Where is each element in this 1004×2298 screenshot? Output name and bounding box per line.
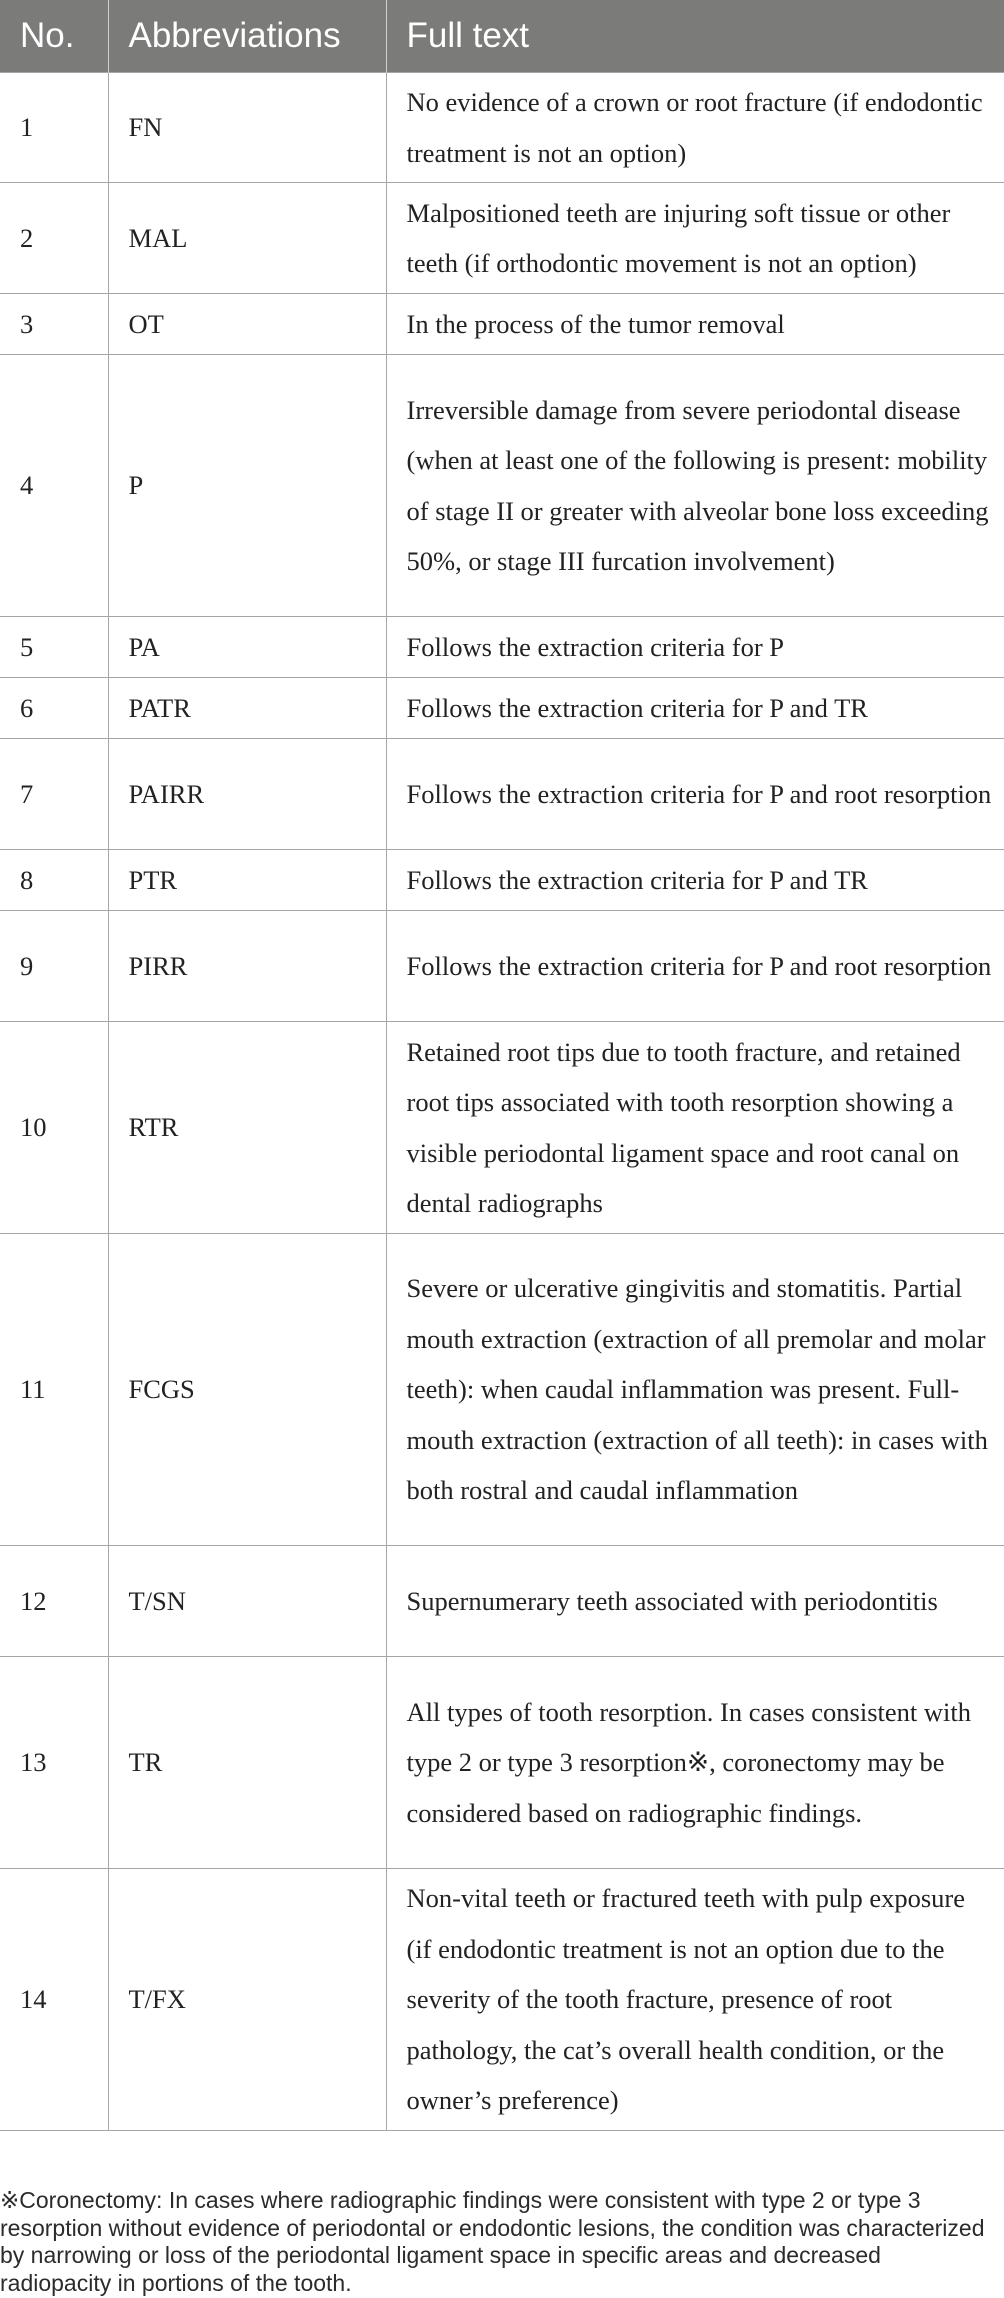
- table-row: [0, 1869, 1004, 2131]
- row-full-text: Follows the extraction criteria for P and TR: [386, 678, 1004, 739]
- row-number: 1: [0, 73, 108, 183]
- table-row: [0, 1657, 1004, 1869]
- row-number: 9: [0, 911, 108, 1022]
- table-row: [0, 617, 1004, 678]
- table-row: [0, 850, 1004, 911]
- table-row: [0, 1234, 1004, 1546]
- row-number: 2: [0, 183, 108, 294]
- table-footnote: ※Coronectomy: In cases where radiographic findings were consistent with type 2 or type 3 resorption without evidence of periodontal or endodontic lesions, the condition was characterized by narrowing or loss of the periodontal ligament space in specific areas and decreased radiopacity in portions of the tooth.: [0, 2187, 985, 2297]
- row-abbreviation: T/FX: [108, 1869, 386, 2131]
- row-abbreviation: RTR: [108, 1022, 386, 1234]
- table-row: [0, 911, 1004, 1022]
- row-number: 5: [0, 617, 108, 678]
- row-number: 8: [0, 850, 108, 911]
- row-number: 3: [0, 294, 108, 355]
- row-full-text: Malpositioned teeth are injuring soft tissue or other teeth (if orthodontic movement is not an option): [386, 183, 1004, 294]
- row-full-text: Follows the extraction criteria for P: [386, 617, 1004, 678]
- row-number: 12: [0, 1546, 108, 1657]
- row-full-text: Irreversible damage from severe periodontal disease (when at least one of the following is present: mobility of stage II or greater with alveolar bone loss exceeding 50%, or stage III furcation involvement): [386, 355, 1004, 617]
- row-abbreviation: T/SN: [108, 1546, 386, 1657]
- row-abbreviation: OT: [108, 294, 386, 355]
- table-row: [0, 73, 1004, 183]
- table-row: [0, 1546, 1004, 1657]
- row-number: 7: [0, 739, 108, 850]
- row-abbreviation: PA: [108, 617, 386, 678]
- row-number: 14: [0, 1869, 108, 2131]
- row-abbreviation: PIRR: [108, 911, 386, 1022]
- table-header-row: [0, 0, 1004, 73]
- row-full-text: In the process of the tumor removal: [386, 294, 1004, 355]
- row-abbreviation: PATR: [108, 678, 386, 739]
- row-full-text: Retained root tips due to tooth fracture, and retained root tips associated with tooth resorption showing a visible periodontal ligament space and root canal on dental radiographs: [386, 1022, 1004, 1234]
- table-row: [0, 739, 1004, 850]
- row-abbreviation: PTR: [108, 850, 386, 911]
- row-full-text: Follows the extraction criteria for P and root resorption: [386, 911, 1004, 1022]
- row-abbreviation: MAL: [108, 183, 386, 294]
- table-row: [0, 1022, 1004, 1234]
- row-full-text: Follows the extraction criteria for P and TR: [386, 850, 1004, 911]
- table-row: [0, 355, 1004, 617]
- row-number: 13: [0, 1657, 108, 1869]
- table-row: [0, 183, 1004, 294]
- row-number: 4: [0, 355, 108, 617]
- row-number: 10: [0, 1022, 108, 1234]
- row-full-text: All types of tooth resorption. In cases consistent with type 2 or type 3 resorption※, coronectomy may be considered based on radiographic findings.: [386, 1657, 1004, 1869]
- row-full-text: Non-vital teeth or fractured teeth with pulp exposure (if endodontic treatment is not an option due to the severity of the tooth fracture, presence of root pathology, the cat’s overall health condition, or the owner’s preference): [386, 1869, 1004, 2131]
- header-abbreviations: Abbreviations: [108, 0, 386, 73]
- row-abbreviation: P: [108, 355, 386, 617]
- row-full-text: Follows the extraction criteria for P and root resorption: [386, 739, 1004, 850]
- row-full-text: Supernumerary teeth associated with periodontitis: [386, 1546, 1004, 1657]
- row-number: 6: [0, 678, 108, 739]
- row-abbreviation: PAIRR: [108, 739, 386, 850]
- row-full-text: No evidence of a crown or root fracture (if endodontic treatment is not an option): [386, 73, 1004, 183]
- table-row: [0, 678, 1004, 739]
- row-number: 11: [0, 1234, 108, 1546]
- table-row: [0, 294, 1004, 355]
- header-no: No.: [0, 0, 108, 73]
- row-abbreviation: FCGS: [108, 1234, 386, 1546]
- header-full-text: Full text: [386, 0, 1004, 73]
- row-full-text: Severe or ulcerative gingivitis and stomatitis. Partial mouth extraction (extraction of all premolar and molar teeth): when caudal inflammation was present. Full-mouth extraction (extraction of all teeth): in cases with both rostral and caudal inflammation: [386, 1234, 1004, 1546]
- row-abbreviation: FN: [108, 73, 386, 183]
- row-abbreviation: TR: [108, 1657, 386, 1869]
